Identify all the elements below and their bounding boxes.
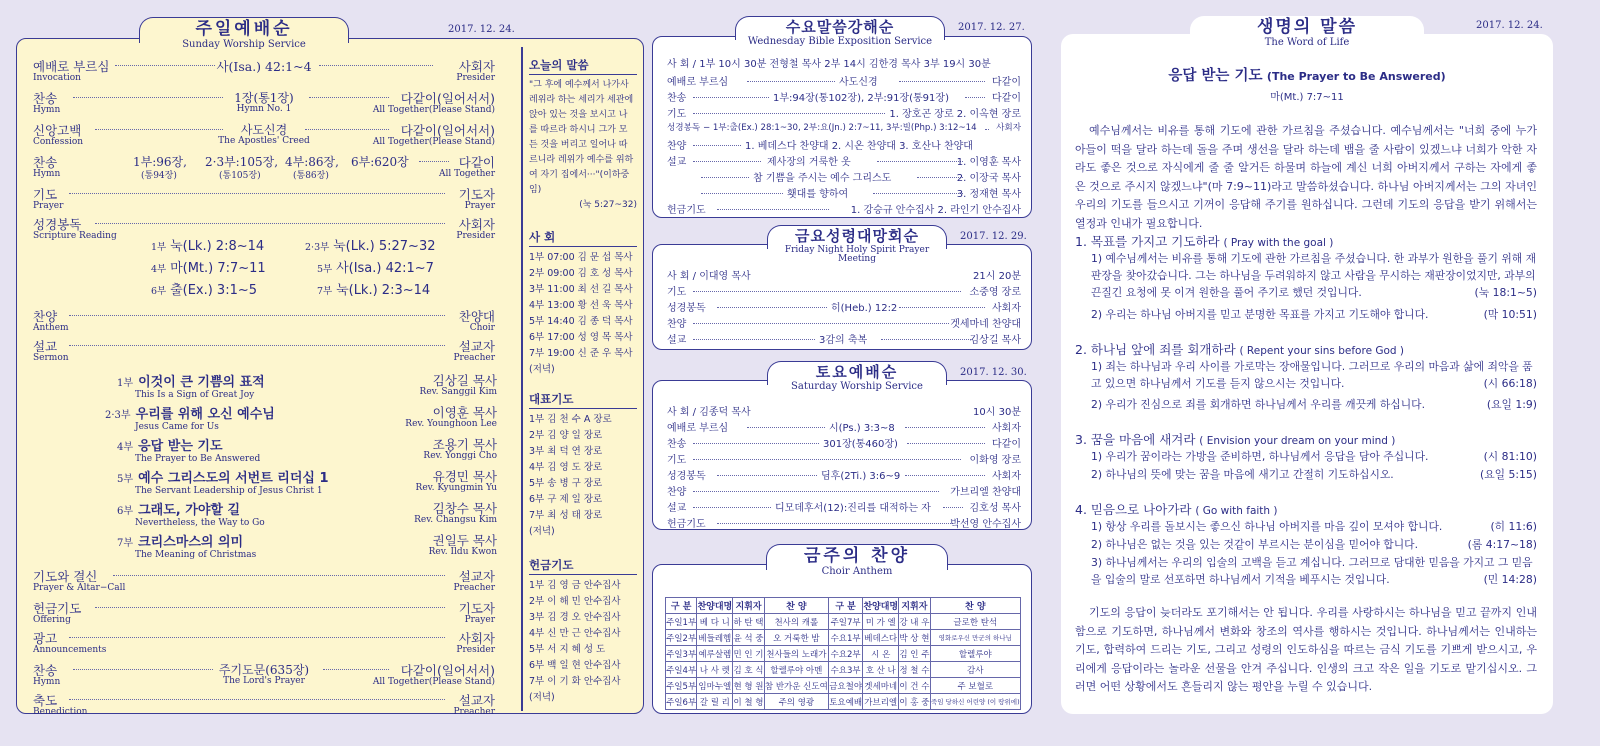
friday-date: 2017. 12. 29.	[960, 231, 1027, 242]
choir-table	[665, 597, 1021, 710]
scripture-reading-6: 7부 눅(Lk.) 2:3~14	[317, 283, 431, 298]
point-item: 2) 하나님은 없는 것을 있는 것같이 부르시는 분이심을 믿어야 합니다. (롬 4:17~18)	[1091, 538, 1537, 551]
scripture-reading-3: 4부 마(Mt.) 7:7~11	[151, 261, 266, 276]
scripture-reading-2: 2·3부 눅(Lk.) 5:27~32	[305, 239, 436, 254]
saturday-panel	[652, 380, 1032, 530]
sat-row: 찬양 가브리엘 찬양대	[667, 487, 1021, 498]
sat-row: 성경봉독 딤후(2Ti.) 3:6~9 사회자	[667, 471, 1021, 482]
point-item: 1) 우리가 꿈이라는 가방을 준비하면, 하나님께서 응답을 담아 주십니다. (시 81:10)	[1091, 450, 1537, 463]
saturday-title-tab: 토요예배순 Saturday Worship Service	[767, 361, 947, 385]
wed-row: 헌금기도 1. 강승규 안수집사 2. 라인기 안수집사	[667, 205, 1021, 216]
fri-row: 기도 소중영 장로	[667, 287, 1021, 298]
fri-row: 설교 3감의 축복 김상길 목사	[667, 335, 1021, 346]
table-row: 주일1부 베 다 니 하 탄 택 천사의 캐롤 주일7부 미 가 엘 강 내 우 글로한 탄석	[666, 614, 1021, 630]
sermon-item: 1부 이것이 큰 기쁨의 표적 This Is a Sign of Great Joy 김상길 목사 Rev. Sanggil Kim	[117, 373, 497, 400]
sermon-item: 2·3부 우리를 위해 오신 예수님 Jesus Came for Us 이영훈 목사 Rev. Younghoon Lee	[105, 405, 497, 432]
sermon-item: 6부 그래도, 가야할 길 Nevertheless, the Way to Go 김창수 목사 Rev. Changsu Kim	[117, 501, 497, 528]
sermon-item: 5부 예수 그리스도의 서번트 리더십 1 The Servant Leadership of Jesus Christ 1 유경민 목사 Rev. Kyungmin Yu	[117, 469, 497, 496]
wednesday-title-tab: 수요말씀강해순 Wednesday Bible Exposition Service	[735, 16, 945, 40]
scripture-reading-4: 5부 사(Isa.) 42:1~7	[317, 261, 434, 276]
point-item: 2) 하나님의 뜻에 맞는 꿈을 마음에 새기고 간절히 기도하십시오. (요일 5:15)	[1091, 468, 1537, 481]
fri-header: 사 회 / 이대영 목사 21시 20분	[667, 271, 1021, 282]
point-item: 2) 우리는 하나님 아버지를 믿고 분명한 목표를 가지고 기도해야 합니다. (막 10:51)	[1091, 308, 1537, 321]
sermon-item: 4부 응답 받는 기도 The Prayer to Be Answered 조용기 목사 Rev. Yonggi Cho	[117, 437, 497, 464]
sunday-date: 2017. 12. 24.	[448, 24, 515, 35]
scripture-reading-1: 1부 눅(Lk.) 2:8~14	[151, 239, 265, 254]
sunday-title-tab	[139, 17, 349, 50]
fri-row: 찬양 겟세마네 찬양대	[667, 319, 1021, 330]
sermon-reference: 마(Mt.) 7:7~11	[1270, 92, 1344, 103]
table-row: 주일3부 예루살렘 민 인 기 천사들의 노래가 수요2부 시 온 김 인 주 할렐루야	[666, 646, 1021, 662]
point-title: 1. 목표를 가지고 기도하라 ( Pray with the goal )	[1075, 234, 1334, 249]
sat-header: 사 회 / 김종덕 목사 10시 30분	[667, 407, 1021, 418]
sermon-heading: 응답 받는 기도 (The Prayer to Be Answered)	[1168, 68, 1446, 84]
wed-row: 예배로 부르심 사도신경 다같이	[667, 77, 1021, 88]
saturday-date: 2017. 12. 30.	[960, 367, 1027, 378]
choir-title-tab: 금주의 찬양 Choir Anthem	[766, 544, 948, 570]
choir-header-row: 구 분 찬양대명 지휘자 찬 양 구 분 찬양대명 지휘자 찬 양	[666, 598, 1021, 614]
word-of-life-date: 2017. 12. 24.	[1476, 20, 1543, 31]
scripture-reading-5: 6부 출(Ex.) 3:1~5	[151, 283, 258, 298]
point-item: 2) 우리가 진심으로 죄를 회개하면 하나님께서 우리를 깨끗케 하십니다. (요일 1:9)	[1091, 398, 1537, 411]
word-of-life-title-tab: 생명의 말씀 The Word of Life	[1190, 16, 1424, 46]
sunday-title: 주일예배순	[195, 19, 293, 39]
table-row: 주일6부 갈 릴 리 이 철 형 주의 영광 토요예배 가브리엘 이 홍 중 죽임 당하신 어린양 (이 땅위에)	[666, 694, 1021, 710]
wed-row: 설교 제사장의 거룩한 옷 1. 이영훈 목사	[667, 157, 1021, 168]
column-divider	[521, 47, 523, 711]
point-item: 1) 예수님께서는 비유를 통해 기도에 관한 가르침을 주셨습니다. 한 과부가 원한을 풀기 위해 재판장을 찾아갔습니다. 그는 하나님을 두려워하지 않고 사람을 무시하는 재판장이었지만, 과부의 끈질긴 요청에 못 이겨 원한을 풀어 주기로 했던 것입니다. (눅 18:1~5)	[1091, 252, 1537, 299]
point-title: 2. 하나님 앞에 죄를 회개하라 ( Repent your sins before God )	[1075, 342, 1405, 357]
sermon-item: 7부 크리스마스의 의미 The Meaning of Christmas 권일두 목사 Rev. Ildu Kwon	[117, 533, 497, 560]
wednesday-date: 2017. 12. 27.	[958, 22, 1025, 33]
point-item: 1) 항상 우리를 돌보시는 좋으신 하나님 아버지를 마음 깊이 모셔야 합니다. (히 11:6)	[1091, 520, 1537, 533]
wednesday-panel	[652, 36, 1032, 218]
word-of-life-panel	[1061, 34, 1553, 714]
wed-row: 찬송 1부:94장(통102장), 2부:91장(통91장) 다같이	[667, 93, 1021, 104]
table-row: 주일5부 임마누엘 현 형 원 참 반가운 신도여 금요철야 겟세마네 이 건 수 주 보혈로	[666, 678, 1021, 694]
sat-row: 설교 디모데후서(12):진리를 대적하는 자 김호성 목사	[667, 503, 1021, 514]
representative-prayer-list: 대표기도 1부 김 천 수 A 장로 2부 김 양 일 장로 3부 최 덕 연 장로 4부 김 영 도 장로 5부 송 병 구 장로 6부 구 제 일 장로 7부 최 성 태 장로 (저녁)	[529, 391, 637, 540]
leader-dots	[319, 65, 433, 66]
wed-row: 기도 1. 장호곤 장로 2. 이옥현 장로	[667, 109, 1021, 120]
wed-row: 찬양 1. 베데스다 찬양대 2. 시온 찬양대 3. 호산나 찬양대	[667, 141, 973, 152]
wed-header: 사 회 / 1부 10시 30분 전형철 목사 2부 14시 김한경 목사 3부 19시 30분	[667, 59, 991, 70]
sunday-worship-panel: 예배로 부르심 Invocation 사(Isa.) 42:1~4 사회자 Presider 찬송 Hymn 1장(통1장) Hymn No. 1 다같이(일어서서) All Together(Please Stand) 신앙고백 Confession 사도신경 The Apostles' Creed 다같이(일어서서) All Together(Please Stand) 찬송 Hymn 1부:96장, (통94장) 2·3부:105장, (통105장) 4부:86장, (통86장) 6부:620장 다같이 All Together 기도 Prayer 기도자 Prayer 성경봉독 Scripture Reading 사회자 Presider 1부 눅(Lk.) 2:8~14 2·3부 눅(Lk.) 5:27~32 4부 마(Mt.) 7:7~11 5부 사(Isa.) 42:1~7 6부 출(Ex.) 3:1~5 7부 눅(Lk.) 2:3~14 찬양 Anthem 찬양대 Choir 설교 Sermon 설교자 Preacher 1부 이것이 큰 기쁨의 표적 This Is a Sign of Great Joy 김상길 목사 Rev. Sanggil Kim 2·3부 우리를 위해 오신 예수님 Jesus Came for Us 이영훈 목사 Rev. Younghoon Lee 4부 응답 받는 기도 The Prayer to Be Answered 조용기 목사 Rev. Yonggi Cho 5부 예수 그리스도의 서번트 리더십 1 The Servant Leadership of Jesus Christ 1 유경민 목사 Rev. Kyungmin Yu 6부 그래도, 가야할 길 Nevertheless, the Way to Go 김창수 목사 Rev. Changsu Kim 7부 크리스마스의 의미 The Meaning of Christmas 권일두 목사 Rev. Ildu Kwon 기도와 결신 Prayer & Altar−Call 설교자 Preacher 헌금기도 Offering 기도자 Prayer 광고 Announcements 사회자 Presider 찬송 Hymn 주기도문(635장) The Lord's Prayer 다같이(일어서서) All Together(Please Stand) 축도 Benediction 설교자 Preacher 오늘의 말씀 "그 후에 예수께서 나가사 레위라 하는 세리가 세관에 앉아 있는 것을 보시고 나 를 따르라 하시니 그가 모 든 것을 버리고 일어나 따 르니라 레위가 예수를 위하 여 자기 집에서···"(이하중임) (눅 5:27~32) 사 회 1부 07:00 김 문 섭 목사 2부 09:00 김 호 성 목사 3부 11:00 최 선 길 목사 4부 13:00 황 선 욱 목사 5부 14:40 김 종 덕 목사 6부 17:00 성 영 목 목사 7부 19:00 신 준 우 목사 (저녁) 대표기도 1부 김 천 수 A 장로 2부 김 양 일 장로 3부 최 덕 연 장로 4부 김 영 도 장로 5부 송 병 구 장로 6부 구 제 일 장로 7부 최 성 태 장로 (저녁) 헌금기도 1부 김 영 금 안수집사 2부 이 해 민 안수집사 3부 김 경 오 안수집사 4부 신 만 근 안수집사 5부 서 지 혜 성 도 6부 백 일 현 안수집사 7부 이 기 화 안수집사 (저녁)	[16, 38, 644, 714]
friday-title-tab: 금요성령대망회순 Friday Night Holy Spirit Prayer Meeting	[767, 225, 947, 249]
todays-word: 오늘의 말씀 "그 후에 예수께서 나가사 레위라 하는 세리가 세관에 앉아 있는 것을 보시고 나 를 따르라 하시니 그가 모 든 것을 버리고 일어나 따 르니라 레위가 예수를 위하 여 자기 집에서···"(이하중임) (눅 5:27~32)	[529, 58, 637, 210]
wed-row: 성경봉독 − 1부:출(Ex.) 28:1~30, 2부:요(Jn.) 2:7~11, 3부:빌(Php.) 3:12~14 사회자	[667, 123, 1021, 133]
conclusion-paragraph: 기도의 응답이 늦더라도 포기해서는 안 됩니다. 우리를 사랑하시는 하나님을 믿고 끝까지 인내함으로 기도하면, 하나님께서 변화와 창조의 역사를 행하시는 것입니다. 하나님께서는 인내하는 기도, 합력하여 드리는 기도, 그리고 성령의 인도하심을 따르는 금식 기도를 기쁘게 받으시고, 우리에게 응답이라는 놀라운 선물을 안겨 주십니다. 인생의 크고 작은 일을 기도로 맡기십시오. 그러면 어떤 상황에서도 흔들리지 않는 평안을 누릴 수 있습니다.	[1075, 606, 1537, 693]
sat-row: 예배로 부르심 시(Ps.) 3:3~8 사회자	[667, 423, 1021, 434]
sunday-subtitle: Sunday Worship Service	[182, 39, 306, 50]
intro-paragraph: 예수님께서는 비유를 통해 기도에 관한 가르침을 주셨습니다. 예수님께서는 "너희 중에 누가 아들이 떡을 달라 하는데 돌을 주며 생선을 달라 하는데 뱀을 줄 사람이 있겠느냐 너희가 악한 자라도 좋은 것으로 자식에게 줄 줄 알거든 하물며 하늘에 계신 너희 아버지께서 구하는 자에게 좋은 것으로 주시지 않겠느냐"(마 7:9~11)라고 말씀하셨습니다. 하나님 아버지께서는 그의 자녀인 우리의 기도를 들으시고 기꺼이 응답해 주기를 원하십니다. 그런데 기도의 응답을 받기 위해서는 열정과 인내가 필요합니다.	[1075, 124, 1537, 230]
presiders-list: 사 회 1부 07:00 김 문 섭 목사 2부 09:00 김 호 성 목사 3부 11:00 최 선 길 목사 4부 13:00 황 선 욱 목사 5부 14:40 김 종 덕 목사 6부 17:00 성 영 목 목사 7부 19:00 신 준 우 목사 (저녁)	[529, 229, 637, 378]
wed-row: 횃대를 향하여 3. 정재현 목사	[667, 185, 1021, 201]
sat-row: 찬송 301장(통460장) 다같이	[667, 439, 1021, 450]
sat-row: 헌금기도 박선영 안수집사	[667, 519, 1021, 530]
sat-row: 기도 이화영 장로	[667, 455, 1021, 466]
choir-panel	[652, 564, 1032, 714]
point-title: 3. 꿈을 마음에 새겨라 ( Envision your dream on your mind )	[1075, 432, 1396, 447]
wed-row: 참 기쁨을 주시는 예수 그리스도 2. 이장국 목사	[667, 169, 1021, 185]
fri-row: 성경봉독 히(Heb.) 12:2 사회자	[667, 303, 1021, 314]
point-title: 4. 믿음으로 나아가라 ( Go with faith )	[1075, 502, 1278, 517]
offering-prayer-list: 헌금기도 1부 김 영 금 안수집사 2부 이 해 민 안수집사 3부 김 경 오 안수집사 4부 신 만 근 안수집사 5부 서 지 혜 성 도 6부 백 일 현 안수집사 7부 이 기 화 안수집사 (저녁)	[529, 557, 637, 706]
table-row: 주일4부 나 사 렛 김 호 식 할렐루야 아멘 수요3부 호 산 나 정 철 수 감사	[666, 662, 1021, 678]
point-item: 1) 죄는 하나님과 우리 사이를 가로막는 장애물입니다. 그러므로 우리의 마음과 삶에 죄악을 품고 있으면 하나님께서 기도를 듣지 않으시는 것입니다. (시 66:18)	[1091, 360, 1537, 390]
table-row: 주일2부 베들레헴 윤 석 중 오 거룩한 밤 수요1부 베데스다 박 상 현 영화로우신 만군의 하나님	[666, 630, 1021, 646]
point-item: 3) 하나님께서는 우리의 입술의 고백을 듣고 계십니다. 그러므로 담대한 믿음을 가지고 그 믿음을 입술의 말로 선포하면 하나님께서 기적을 베푸시는 것입니다. (민 14:28)	[1091, 556, 1537, 586]
